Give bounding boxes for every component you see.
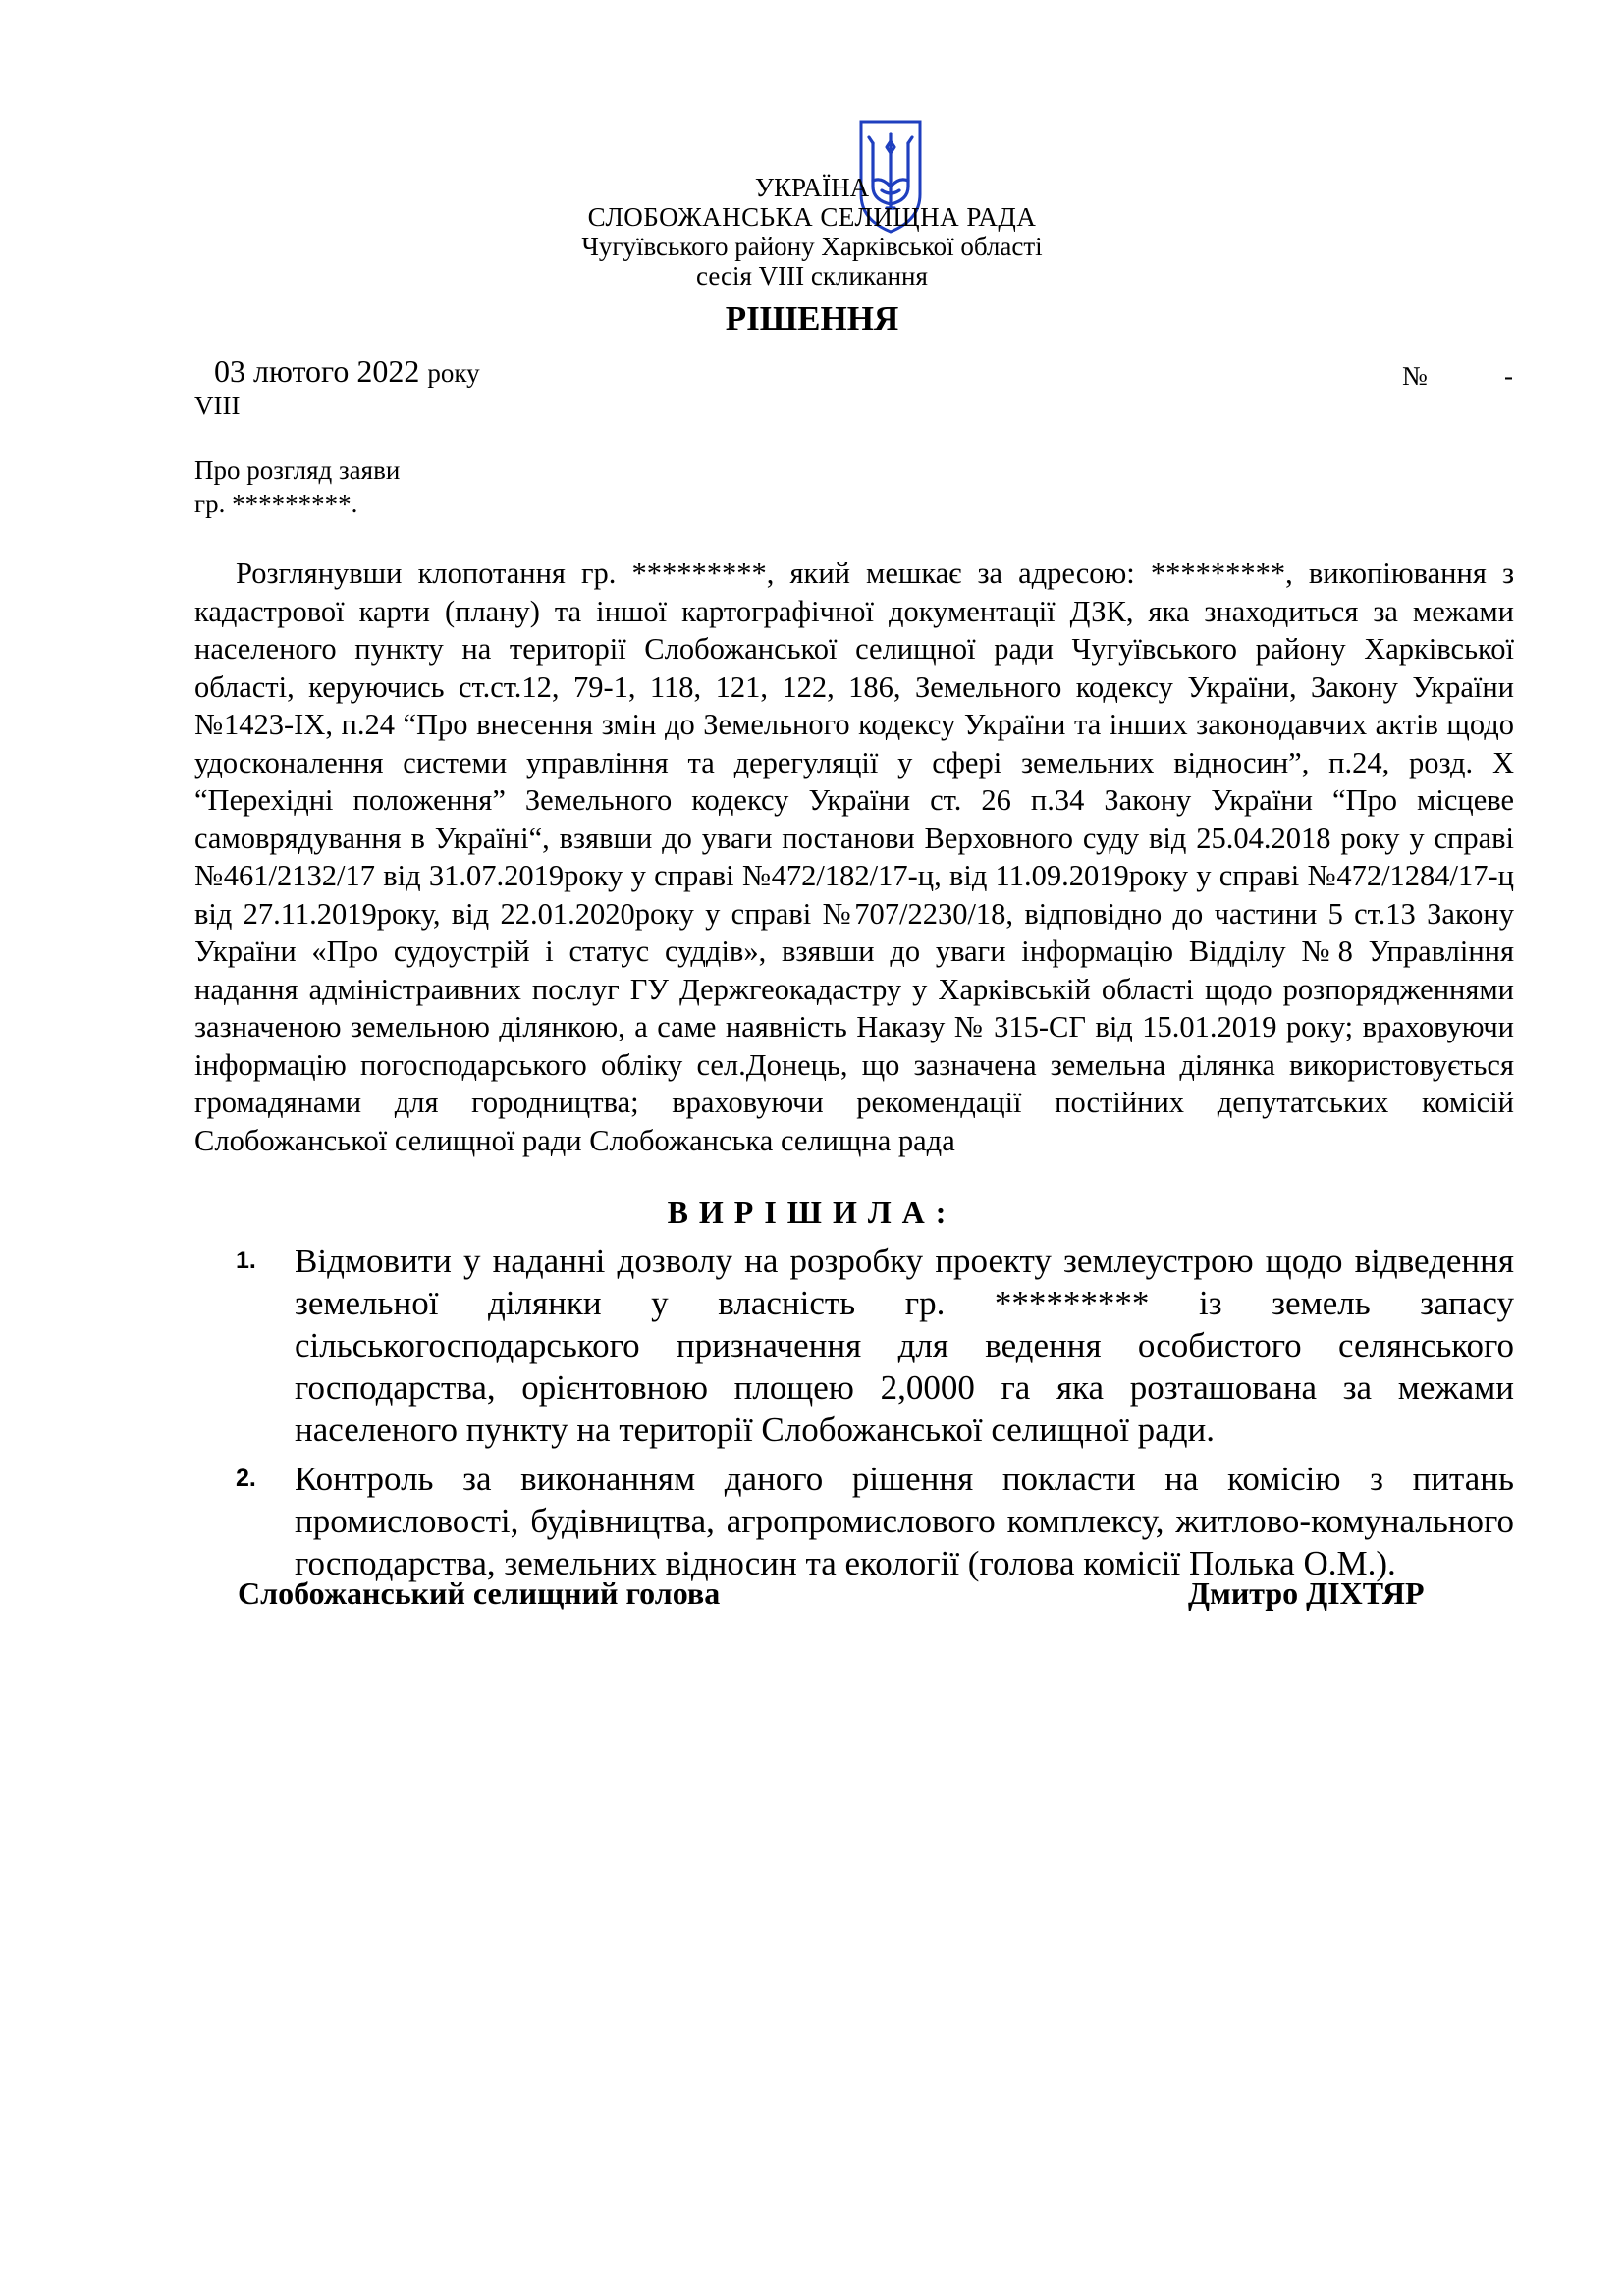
decision-date [214,353,480,390]
number-roman: VIII [194,391,241,420]
decision-item [236,1240,1514,1451]
date-suffix: року [427,358,480,388]
subject-line-1: Про розгляд заяви [194,455,401,485]
number-label: № [1402,361,1428,391]
decision-item-number: 1. [236,1247,256,1274]
decision-item [236,1458,1514,1584]
country-name: УКРАЇНА [754,173,870,202]
signatory-position: Слобожанський селищний голова [238,1575,721,1611]
document-title: РІШЕННЯ [725,299,899,338]
decision-item-text: Контроль за виконанням даного рішення покласти на комісію з питань промисловості, будівництва, агропромислового комплексу, житлово-комунального господарства, земельних відносин та екології (голова комісії Полька О.М.). [295,1460,1514,1582]
council-name: СЛОБОЖАНСЬКА СЕЛИЩНА РАДА [587,202,1037,232]
number-dash: - [1504,361,1513,391]
district-name: Чугуївського району Харківської області [581,232,1043,261]
subject-line-2: гр. *********. [194,489,358,518]
decided-heading: ВИРІШИЛА: [667,1195,957,1230]
decision-item-number: 2. [236,1465,256,1492]
preamble-text: Розглянувши клопотання гр. *********, який мешкає за адресою: *********, викопіювання з кадастрової карти (плану) та іншої картографічної документації ДЗК, яка знаходиться за межами населеного пункту на території Слобожанської селищної ради Чугуївського району Харківської області, керуючись ст.ст.12, 79-1, 118, 121, 122, 186, Земельного кодексу України, Закону України №1423-IX, п.24 “Про внесення змін до Земельного кодексу України та інших законодавчих актів щодо удосконалення системи управління та дерегуляції у сфері земельних відносин”, п.24, розд. Х “Перехідні положення” Земельного кодексу України ст. 26 п.34 Закону України “Про місцеве самоврядування в Україні“, взявши до уваги постанови Верховного суду від 25.04.2018 року у справі №461/2132/17 від 31.07.2019року у справі №472/182/17-ц, від 11.09.2019року у справі №472/1284/17-ц від 27.11.2019року, від 22.01.2020року у справі №707/2230/18, відповідно до частини 5 ст.13 Закону України «Про судоустрій і статус суддів», взявши до уваги інформацію Відділу №8 Управління надання адміністраивних послуг ГУ Держгеокадастру у Харківській області щодо розпорядженнями зазначеною земельною ділянкою, а саме наявність Наказу № 315-СГ від 15.01.2019 року; враховуючи інформацію погосподарського обліку сел.Донець, що зазначена земельна ділянка використовується громадянами для городництва; враховуючи рекомендації постійних депутатських комісій Слобожанської селищної ради Слобожанська селищна рада [194,557,1514,1157]
signatory-name: Дмитро ДІХТЯР [1188,1575,1425,1611]
date-value: 03 лютого 2022 [214,353,420,389]
decision-list [236,1240,1514,1591]
session-name: сесія VIII скликання [696,261,928,291]
preamble-paragraph [194,555,1514,1159]
decision-item-text: Відмовити у наданні дозволу на розробку проекту землеустрою щодо відведення земельної ділянки у власність гр. ********* із земель запасу сільськогосподарського призначення для ведення особистого селянського господарства, орієнтовною площею 2,0000 га яка розташована за межами населеного пункту на території Слобожанської селищної ради. [295,1242,1514,1449]
